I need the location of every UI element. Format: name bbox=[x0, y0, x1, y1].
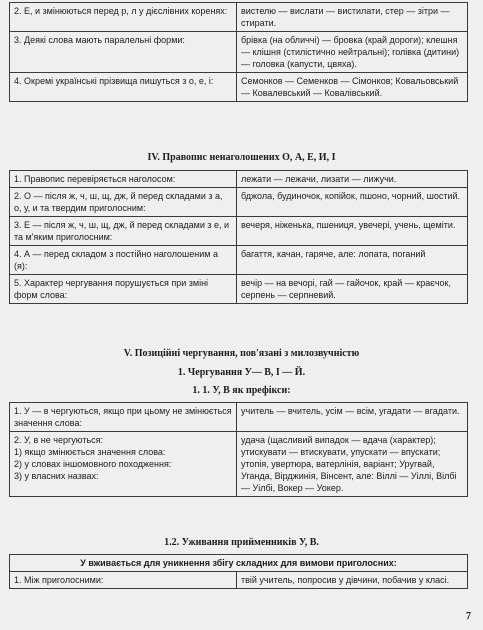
rule-cell: 3. Е — після ж, ч, ш, щ, дж, й перед складами з е, и та м'яким приголосним: bbox=[10, 217, 237, 246]
rule-cell: 1. У — в чергуються, якщо при цьому не змінюється значення слова: bbox=[10, 403, 237, 432]
example-cell: вечір — на вечорі, гай — гайочок, край — краєчок, серпень — серпневий. bbox=[237, 275, 468, 304]
rule-cell: 4. А — перед складом з постійно наголошеним а (я): bbox=[10, 246, 237, 275]
table-row bbox=[10, 73, 468, 102]
rule-cell: 2. О — після ж, ч, ш, щ, дж, й перед складами з а, о, у, и та твердим приголосним: bbox=[10, 188, 237, 217]
table-row bbox=[10, 217, 468, 246]
section-heading: IV. Правопис ненаголошених О, А, Е, И, І bbox=[147, 152, 336, 163]
rule-cell: 2. Е, и змінюються перед р, л у дієслівних коренях: bbox=[10, 3, 237, 32]
subsection-heading: 1. Чергування У— В, І — Й. bbox=[177, 367, 306, 378]
example-cell: удача (щасливий випадок — вдача (характер); утискувати — втискувати, упускати — впускати; утопія, увертюра, ватерлінія, варіант; Уругвай, Уганда, Вірджинія, Вінсент, але: Віллі — Уіллі, Вілбі — Уілбі, Вокер — Уокер. bbox=[237, 432, 468, 497]
table-row bbox=[10, 572, 468, 589]
table-unstressed-vowels bbox=[9, 170, 468, 304]
rule-cell: 4. Окремі українські прізвища пишуться з о, е, і: bbox=[10, 73, 237, 102]
example-cell: Семонков — Семенков — Сімонков; Ковальовський — Ковалевський — Ковалівський. bbox=[237, 73, 468, 102]
table-prefixes bbox=[9, 402, 468, 497]
example-cell: брівка (на обличчі) — бровка (край дороги); клешня — клішня (стилістично нейтральні); голівка (дитини) — головка (капусти, цвяха). bbox=[237, 32, 468, 73]
rule-cell: 3. Деякі слова мають паралельні форми: bbox=[10, 32, 237, 73]
table-row bbox=[10, 403, 468, 432]
section-heading: V. Позиційні чергування, пов'язані з милозвучністю bbox=[123, 348, 360, 359]
page-number: 7 bbox=[466, 611, 471, 622]
table-row bbox=[10, 555, 468, 572]
example-cell: вечеря, ніженька, пшениця, увечері, учень, щеміти. bbox=[237, 217, 468, 246]
table-row bbox=[10, 32, 468, 73]
rule-cell: 2. У, в не чергуються: 1) якщо змінюється значення слова: 2) у словах іншомовного походження: 3) у власних назвах: bbox=[10, 432, 237, 497]
table-row bbox=[10, 246, 468, 275]
table-prepositions bbox=[9, 554, 468, 589]
rule-cell: 1. Правопис перевіряється наголосом: bbox=[10, 171, 237, 188]
table-row bbox=[10, 188, 468, 217]
table-row bbox=[10, 432, 468, 497]
example-cell: лежати — лежачи, лизати — лижучи. bbox=[237, 171, 468, 188]
rule-cell: У вживається для уникнення збігу складних для вимови приголосних: bbox=[10, 555, 468, 572]
subsection-heading: 1.2. Уживання прийменників У, В. bbox=[164, 537, 319, 548]
example-cell: твій учитель, попросив у дівчини, побачив у класі. bbox=[237, 572, 468, 589]
rule-cell: 1. Між приголосними: bbox=[10, 572, 237, 589]
example-cell: вистелю — вислати — вистилати, стер — зітри — стирати. bbox=[237, 3, 468, 32]
rule-cell: 5. Характер чергування порушується при зміні форм слова: bbox=[10, 275, 237, 304]
example-cell: багаття, качан, гаряче, але: лопата, поганий bbox=[237, 246, 468, 275]
table-row bbox=[10, 3, 468, 32]
table-row bbox=[10, 275, 468, 304]
example-cell: бджола, будиночок, копійок, пшоно, чорний, шостий. bbox=[237, 188, 468, 217]
table-row bbox=[10, 171, 468, 188]
subsection-heading: 1. 1. У, В як префікси: bbox=[192, 385, 291, 396]
table-alternations bbox=[9, 2, 468, 102]
example-cell: учитель — вчитель, усім — всім, угадати — вгадати. bbox=[237, 403, 468, 432]
